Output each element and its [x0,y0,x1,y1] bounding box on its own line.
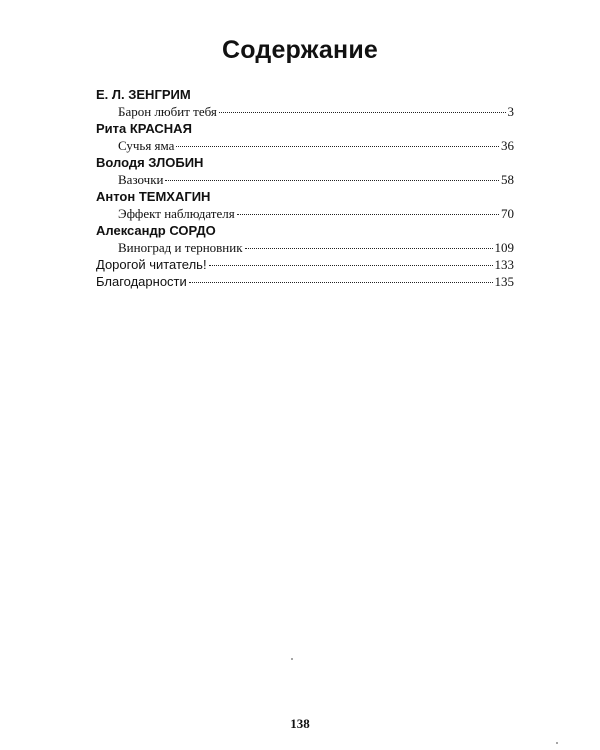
toc-entry-page: 135 [494,274,514,289]
toc-entry-title: Вазочки [118,172,164,187]
page-title: Содержание [221,36,379,64]
toc-author: Володя ЗЛОБИН [96,155,204,170]
dot-leader [209,265,493,266]
toc-author: Антон ТЕМХАГИН [96,189,211,204]
toc-entry[interactable] [96,239,514,256]
toc-entry-afterword[interactable] [96,256,514,273]
toc-entry-title: Дорогой читатель! [96,257,207,272]
toc-entry-title: Виноград и терновник [118,240,243,255]
toc-entry-page: 3 [507,104,514,119]
toc-entry-page: 58 [501,172,514,187]
toc-entry[interactable] [96,205,514,222]
toc-entry-title: Сучья яма [118,138,175,153]
toc-entry-page: 70 [501,206,514,221]
toc-author: Е. Л. ЗЕНГРИМ [96,87,191,102]
dot-leader [176,146,499,147]
toc-entry-acknowledgements[interactable] [96,273,514,290]
toc-entry-title: Барон любит тебя [118,104,217,119]
toc-entry-title: Эффект наблюдателя [118,206,235,221]
toc-entry-page: 36 [501,138,514,153]
dot-leader [237,214,499,215]
toc-entry[interactable] [96,137,514,154]
toc-author: Александр СОРДО [96,223,216,238]
toc-entry[interactable] [96,103,514,120]
table-of-contents [96,86,514,290]
toc-entry-title: Благодарности [96,274,187,289]
toc-author: Рита КРАСНАЯ [96,121,192,136]
dot-leader [165,180,499,181]
page-number: 138 [290,716,310,731]
dot-leader [189,282,493,283]
toc-entry[interactable] [96,171,514,188]
paper-speck [291,658,293,660]
dot-leader [219,112,506,113]
dot-leader [245,248,493,249]
toc-entry-page: 109 [494,240,514,255]
paper-speck [556,742,558,744]
toc-entry-page: 133 [494,257,514,272]
